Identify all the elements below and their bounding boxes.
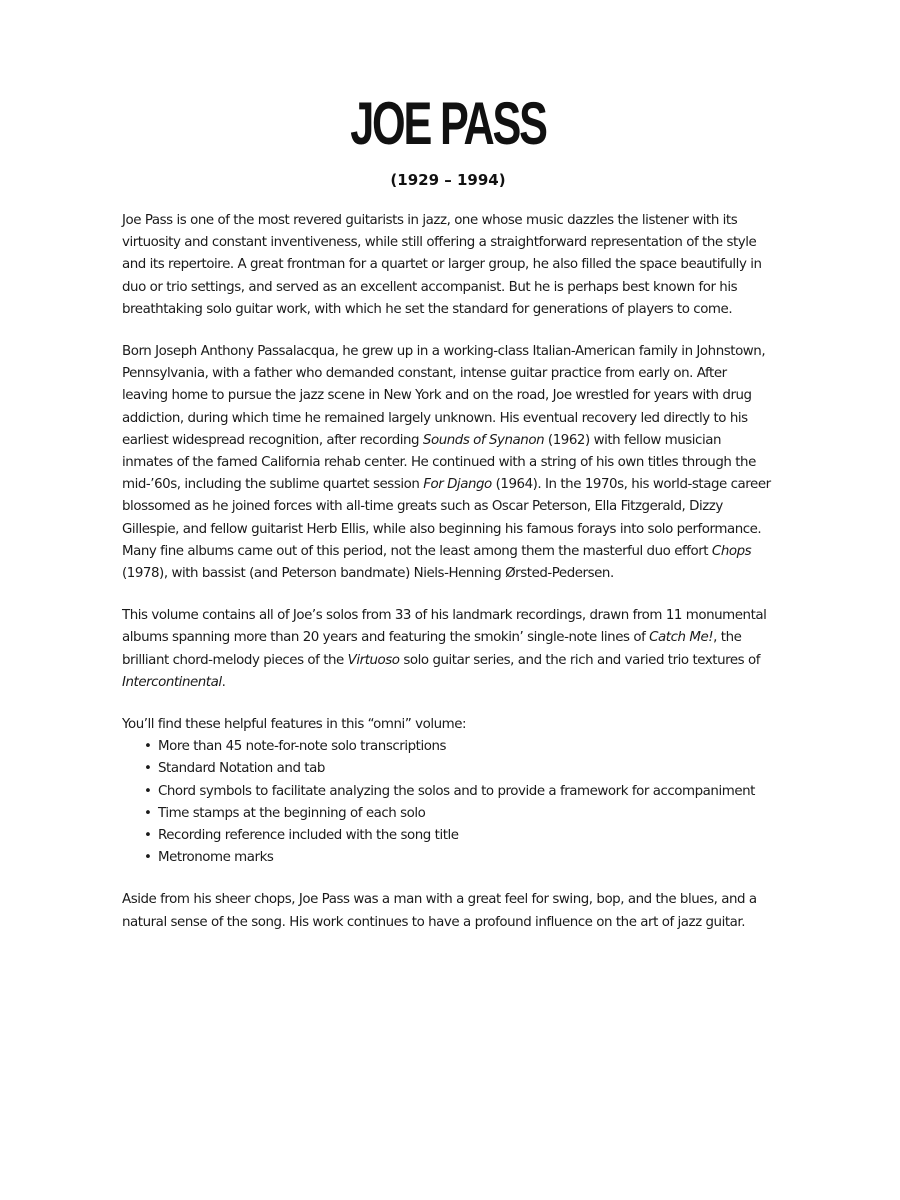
features-list [122, 736, 774, 869]
feature-text: Standard Notation and tab [158, 761, 325, 777]
bullet-icon: • [144, 805, 152, 821]
text-run: This volume contains all of Joe’s solos from 33 of his landmark recordings, drawn from 11 monumental albums spanning more than 20 years and featuring the smokin’ single-note lines of [122, 608, 767, 646]
bullet-icon: • [144, 828, 152, 844]
bullet-icon: • [144, 739, 152, 755]
feature-text: Recording reference included with the song title [158, 828, 459, 844]
document-page [122, 88, 774, 934]
page-title: JOE PASS [350, 90, 546, 157]
album-title-catch-me: Catch Me! [649, 630, 714, 646]
paragraph-closing: Aside from his sheer chops, Joe Pass was a man with a great feel for swing, bop, and the blues, and a natural sense of the song. His work continues to have a profound influence on the art of jazz guitar. [122, 892, 757, 930]
feature-text: Metronome marks [158, 850, 274, 866]
paragraph-volume-contents [122, 605, 774, 694]
bullet-icon: • [144, 850, 152, 866]
text-run: , the brilliant chord-melody pieces of the [122, 630, 742, 668]
feature-text: Chord symbols to facilitate analyzing the solos and to provide a framework for accompaniment [158, 783, 755, 799]
life-dates: (1929 – 1994) [390, 171, 506, 189]
text-run: Born Joseph Anthony Passalacqua, he grew up in a working-class Italian-American family in Johnstown, Pennsylvania, with a father who demanded constant, intense guitar practice from early on. After leaving home to pursue the jazz scene in New York and on the road, Joe wrestled for years with drug addiction, during which time he remained largely unknown. His eventual recovery led directly to his earliest widespread recognition, after recording [122, 344, 766, 448]
album-title-intercontinental: Intercontinental [122, 674, 222, 690]
feature-item [144, 825, 774, 847]
feature-item [144, 847, 774, 869]
features-intro: You’ll find these helpful features in this “omni” volume: [122, 717, 467, 733]
feature-item [144, 803, 774, 825]
feature-text: Time stamps at the beginning of each solo [158, 805, 426, 821]
feature-item [144, 736, 774, 758]
paragraph-biography [122, 341, 774, 585]
feature-item [144, 781, 774, 803]
feature-text: More than 45 note-for-note solo transcriptions [158, 739, 447, 755]
bullet-icon: • [144, 783, 152, 799]
text-run: (1962) with fellow musician inmates of the famed California rehab center. He continued with a string of his own titles through the mid-’60s, including the sublime quartet session [122, 432, 756, 493]
album-title-for-django: For Django [423, 477, 492, 493]
bullet-icon: • [144, 761, 152, 777]
album-title-sounds-of-synanon: Sounds of Synanon [422, 432, 545, 448]
text-run: . [221, 674, 226, 690]
text-run: (1978), with bassist (and Peterson bandmate) Niels-Henning Ørsted-Pedersen. [122, 566, 614, 582]
paragraph-intro: Joe Pass is one of the most revered guitarists in jazz, one whose music dazzles the listener with its virtuosity and constant inventiveness, while still offering a straightforward representation of the style and its repertoire. A great frontman for a quartet or larger group, he also filled the space beautifully in duo or trio settings, and served as an excellent accompanist. But he is perhaps best known for his breathtaking solo guitar work, with which he set the standard for generations of players to come. [122, 213, 762, 317]
album-title-virtuoso: Virtuoso [347, 652, 400, 668]
album-title-chops: Chops [711, 543, 752, 559]
text-run: solo guitar series, and the rich and varied trio textures of [399, 652, 761, 668]
text-run: (1964). In the 1970s, his world-stage career blossomed as he joined forces with all-time greats such as Oscar Peterson, Ella Fitzgerald, Dizzy Gillespie, and fellow guitarist Herb Ellis, while also beginning his famous forays into solo performance. Many fine albums came out of this period, not the least among them the masterful duo effort [122, 477, 771, 559]
feature-item [144, 758, 774, 780]
